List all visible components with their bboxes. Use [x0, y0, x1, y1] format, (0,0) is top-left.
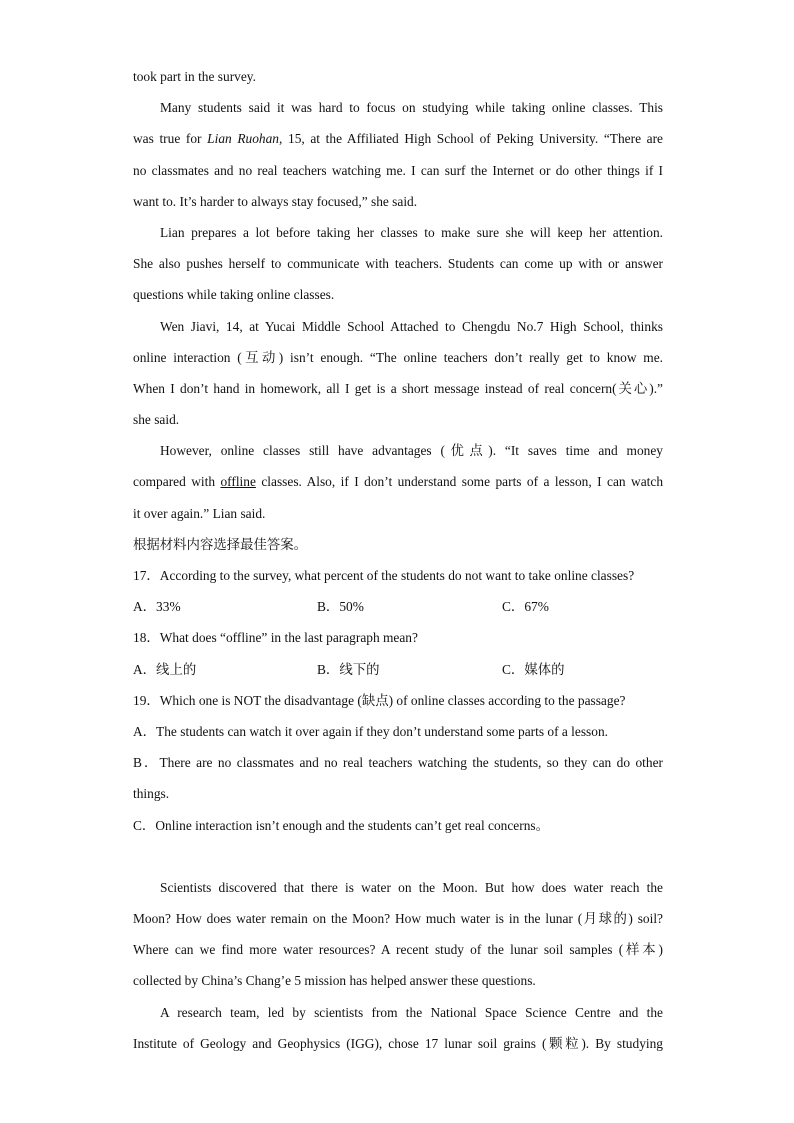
question-17-option-b[interactable]: B．50% — [317, 599, 364, 615]
question-18-options — [133, 654, 663, 685]
passage2-line-5: A research team, led by scientists from the National Space Science Centre and the — [160, 1004, 663, 1020]
question-18-option-b[interactable]: B．线下的 — [317, 661, 380, 677]
line14-prefix: compared with — [133, 474, 221, 490]
passage2-line-4: collected by China’s Chang’e 5 mission has helped answer these questions. — [133, 973, 536, 989]
passage2-line-6: Institute of Geology and Geophysics (IGG), chose 17 lunar soil grains (颗粒). By studying — [133, 1035, 663, 1051]
question-19-option-a[interactable]: A．The students can watch it over again if they don’t understand some parts of a lesson. — [133, 723, 609, 739]
passage1-line-1: took part in the survey. — [133, 69, 256, 84]
passage1-line-4: no classmates and no real teachers watching me. I can surf the Internet or do other things if I — [133, 162, 663, 178]
passage1-line-10: online interaction (互动) isn’t enough. “The online teachers don’t really get to know me. — [133, 349, 663, 365]
instruction-text: 根据材料内容选择最佳答案。 — [133, 536, 308, 552]
passage1-line-8: questions while taking online classes. — [133, 287, 335, 303]
passage1-line-13: However, online classes still have advantages (优点). “It saves time and money — [160, 443, 663, 459]
section-gap — [133, 841, 663, 872]
question-17-option-c[interactable]: C．67% — [502, 599, 549, 615]
line3-suffix: , 15, at the Affiliated High School of Peking University. “There are — [279, 131, 663, 147]
document-body — [133, 61, 663, 1059]
passage1-line-3 — [133, 123, 663, 154]
passage1-line-5: want to. It’s harder to always stay focused,” she said. — [133, 193, 418, 209]
underlined-word-offline: offline — [220, 474, 256, 490]
question-17-stem: 17．According to the survey, what percent of the students do not want to take online classes? — [133, 568, 635, 583]
question-18-option-a[interactable]: A．线上的 — [133, 661, 197, 677]
question-17-options — [133, 591, 663, 622]
passage1-line-6: Lian prepares a lot before taking her classes to make sure she will keep her attention. — [160, 224, 663, 240]
passage1-line-14 — [133, 466, 663, 497]
passage1-line-15: it over again.” Lian said. — [133, 505, 266, 521]
passage2-line-3: Where can we find more water resources? A recent study of the lunar soil samples (样本) — [133, 942, 663, 958]
question-18-stem: 18．What does “offline” in the last paragraph mean? — [133, 630, 418, 646]
passage2-line-2: Moon? How does water remain on the Moon? How much water is in the lunar (月球的) soil? — [133, 911, 663, 927]
person-name-lian-ruohan: Lian Ruohan — [207, 131, 280, 147]
question-18-option-c[interactable]: C．媒体的 — [502, 661, 565, 677]
passage1-line-7: She also pushes herself to communicate with teachers. Students can come up with or answer — [133, 256, 663, 272]
question-19-stem: 19．Which one is NOT the disadvantage (缺点) of online classes according to the passage? — [133, 692, 626, 708]
line3-prefix: was true for — [133, 131, 208, 147]
passage2-line-1: Scientists discovered that there is water on the Moon. But how does water reach the — [160, 879, 663, 895]
passage1-line-11: When I don’t hand in homework, all I get is a short message instead of real concern(关心).” — [133, 380, 663, 396]
passage1-line-12: she said. — [133, 412, 180, 428]
passage1-line-9: Wen Jiavi, 14, at Yucai Middle School Attached to Chengdu No.7 High School, thinks — [160, 318, 663, 334]
question-17-option-a[interactable]: A．33% — [133, 599, 181, 615]
question-19-option-c[interactable]: C．Online interaction isn’t enough and the students can’t get real concerns。 — [133, 817, 549, 833]
question-19-option-b-cont[interactable]: things. — [133, 786, 170, 802]
passage1-line-2: Many students said it was hard to focus on studying while taking online classes. This — [160, 100, 663, 116]
line14-suffix: classes. Also, if I don’t understand some parts of a lesson, I can watch — [255, 474, 664, 490]
question-19-option-b[interactable]: B．There are no classmates and no real teachers watching the students, so they can do other — [133, 755, 663, 771]
